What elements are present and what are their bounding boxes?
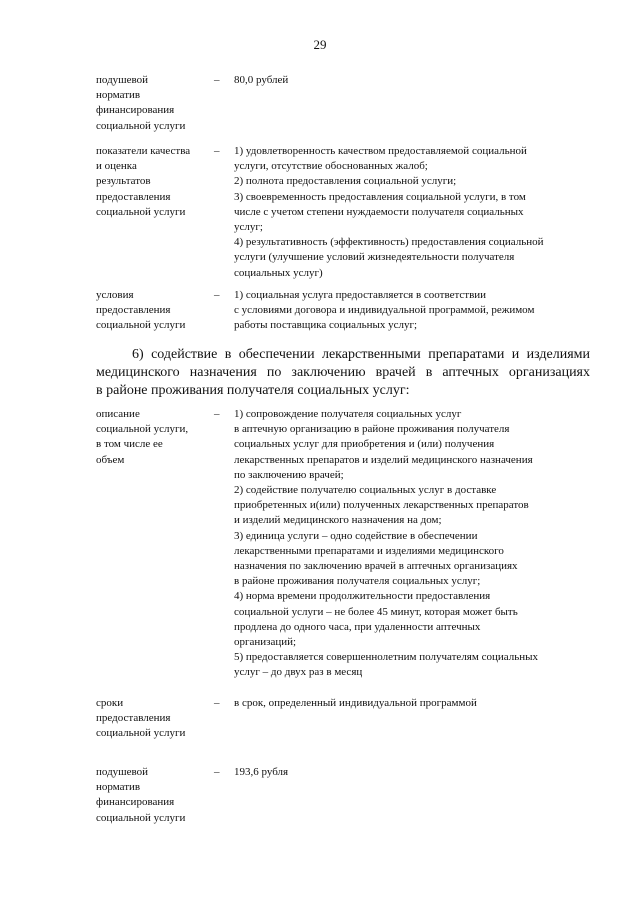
heading-line-text: 6) содействие в обеспечении лекарственными препаратами и изделиями [132,347,590,362]
value-line: 193,6 рубля [234,766,289,778]
label-line: объем [96,453,125,466]
value-line: лекарственными препаратами и изделиями медицинского [234,544,504,557]
label-line: социальной услуги [96,727,186,740]
dash: – [214,145,220,157]
value-line: числе с учетом степени нуждаемости получателя социальных [234,205,524,218]
dash: – [214,74,220,86]
value-line: по заключению врачей; [234,468,344,481]
label-line: условия [96,289,134,301]
value-line: работы поставщика социальных услуг; [234,319,418,332]
value-line: 1) социальная услуга предоставляется в соответствии [234,289,487,301]
value-line: 4) результативность (эффективность) предоставления социальной [234,236,544,249]
row-label [96,696,206,742]
value-line: 5) предоставляется совершеннолетним получателям социальных [234,651,538,664]
value-line: в районе проживания получателя социальных услуг; [234,575,481,588]
value-line: 3) единица услуги – одно содействие в обеспечении [234,529,478,542]
value-line: продлена до одного часа, при удаленности аптечных [234,620,481,633]
row-label [96,73,206,134]
value-line: 2) содействие получателю социальных услуг в доставке [234,484,497,497]
row-label [96,765,206,826]
label-line: в том числе ее [96,438,163,451]
label-line: показатели качества [96,145,191,157]
row-value [234,407,606,681]
value-line: в срок, определенный индивидуальной программой [234,697,477,709]
section-heading [96,346,590,400]
value-line: услуг – до двух раз в месяц [234,666,363,679]
label-line: финансирования [96,104,175,117]
label-line: норматив [96,781,141,794]
row-value [234,765,606,780]
row-label [96,407,206,468]
label-line: социальной услуги [96,205,186,218]
value-line: назначения по заключению врачей в аптечных организациях [234,560,518,573]
label-line: социальной услуги [96,119,186,132]
value-line: с условиями договора и индивидуальной программой, режимом [234,304,535,317]
value-line: 4) норма времени продолжительности предоставления [234,590,491,603]
value-line: и изделий медицинского назначения на дом; [234,514,442,527]
label-line: финансирования [96,796,175,809]
value-line: 1) сопровождение получателя социальных услуг [234,408,462,420]
heading-line: медицинского назначения по заключению врачей в аптечных организациях [96,365,590,380]
value-line: 3) своевременность предоставления социальной услуги, в том [234,190,526,203]
label-line: результатов [96,175,151,188]
value-line: 2) полнота предоставления социальной услуги; [234,175,457,188]
row-value [234,73,606,88]
label-line: описание [96,408,140,420]
dash: – [214,697,220,709]
value-line: организаций; [234,636,297,649]
label-line: социальной услуги, [96,423,189,436]
value-line: услуги, отсутствие обоснованных жалоб; [234,160,428,173]
label-line: предоставления [96,712,171,725]
heading-line [96,346,590,364]
label-line: предоставления [96,304,171,317]
page-number: 29 [313,37,327,52]
label-line: социальной услуги [96,811,186,824]
row-value [234,144,606,281]
row-value [234,696,606,711]
value-line: 80,0 рублей [234,74,289,86]
value-line: лекарственных препаратов и изделий медицинского назначения [234,453,533,466]
label-line: подушевой [96,766,149,778]
label-line: предоставления [96,190,171,203]
value-line: социальных услуг) [234,266,323,279]
value-line: услуги (улучшение условий жизнедеятельности получателя [234,251,515,264]
dash: – [214,289,220,301]
label-line: подушевой [96,74,149,86]
value-line: социальной услуги – не более 45 минут, которая может быть [234,605,518,618]
row-label [96,144,206,220]
value-line: в аптечную организацию в районе проживания получателя [234,423,510,436]
value-line: 1) удовлетворенность качеством предоставляемой социальной [234,145,527,157]
row-label [96,288,206,334]
value-line: социальных услуг для приобретения и (или) получения [234,438,495,451]
label-line: сроки [96,697,124,709]
value-line: услуг; [234,221,263,234]
row-value [234,288,606,334]
dash: – [214,766,220,778]
label-line: и оценка [96,160,137,173]
heading-line: в районе проживания получателя социальных услуг: [96,383,410,398]
label-line: социальной услуги [96,319,186,332]
value-line: приобретенных и(или) полученных лекарственных препаратов [234,499,529,512]
label-line: норматив [96,89,141,102]
dash: – [214,408,220,420]
